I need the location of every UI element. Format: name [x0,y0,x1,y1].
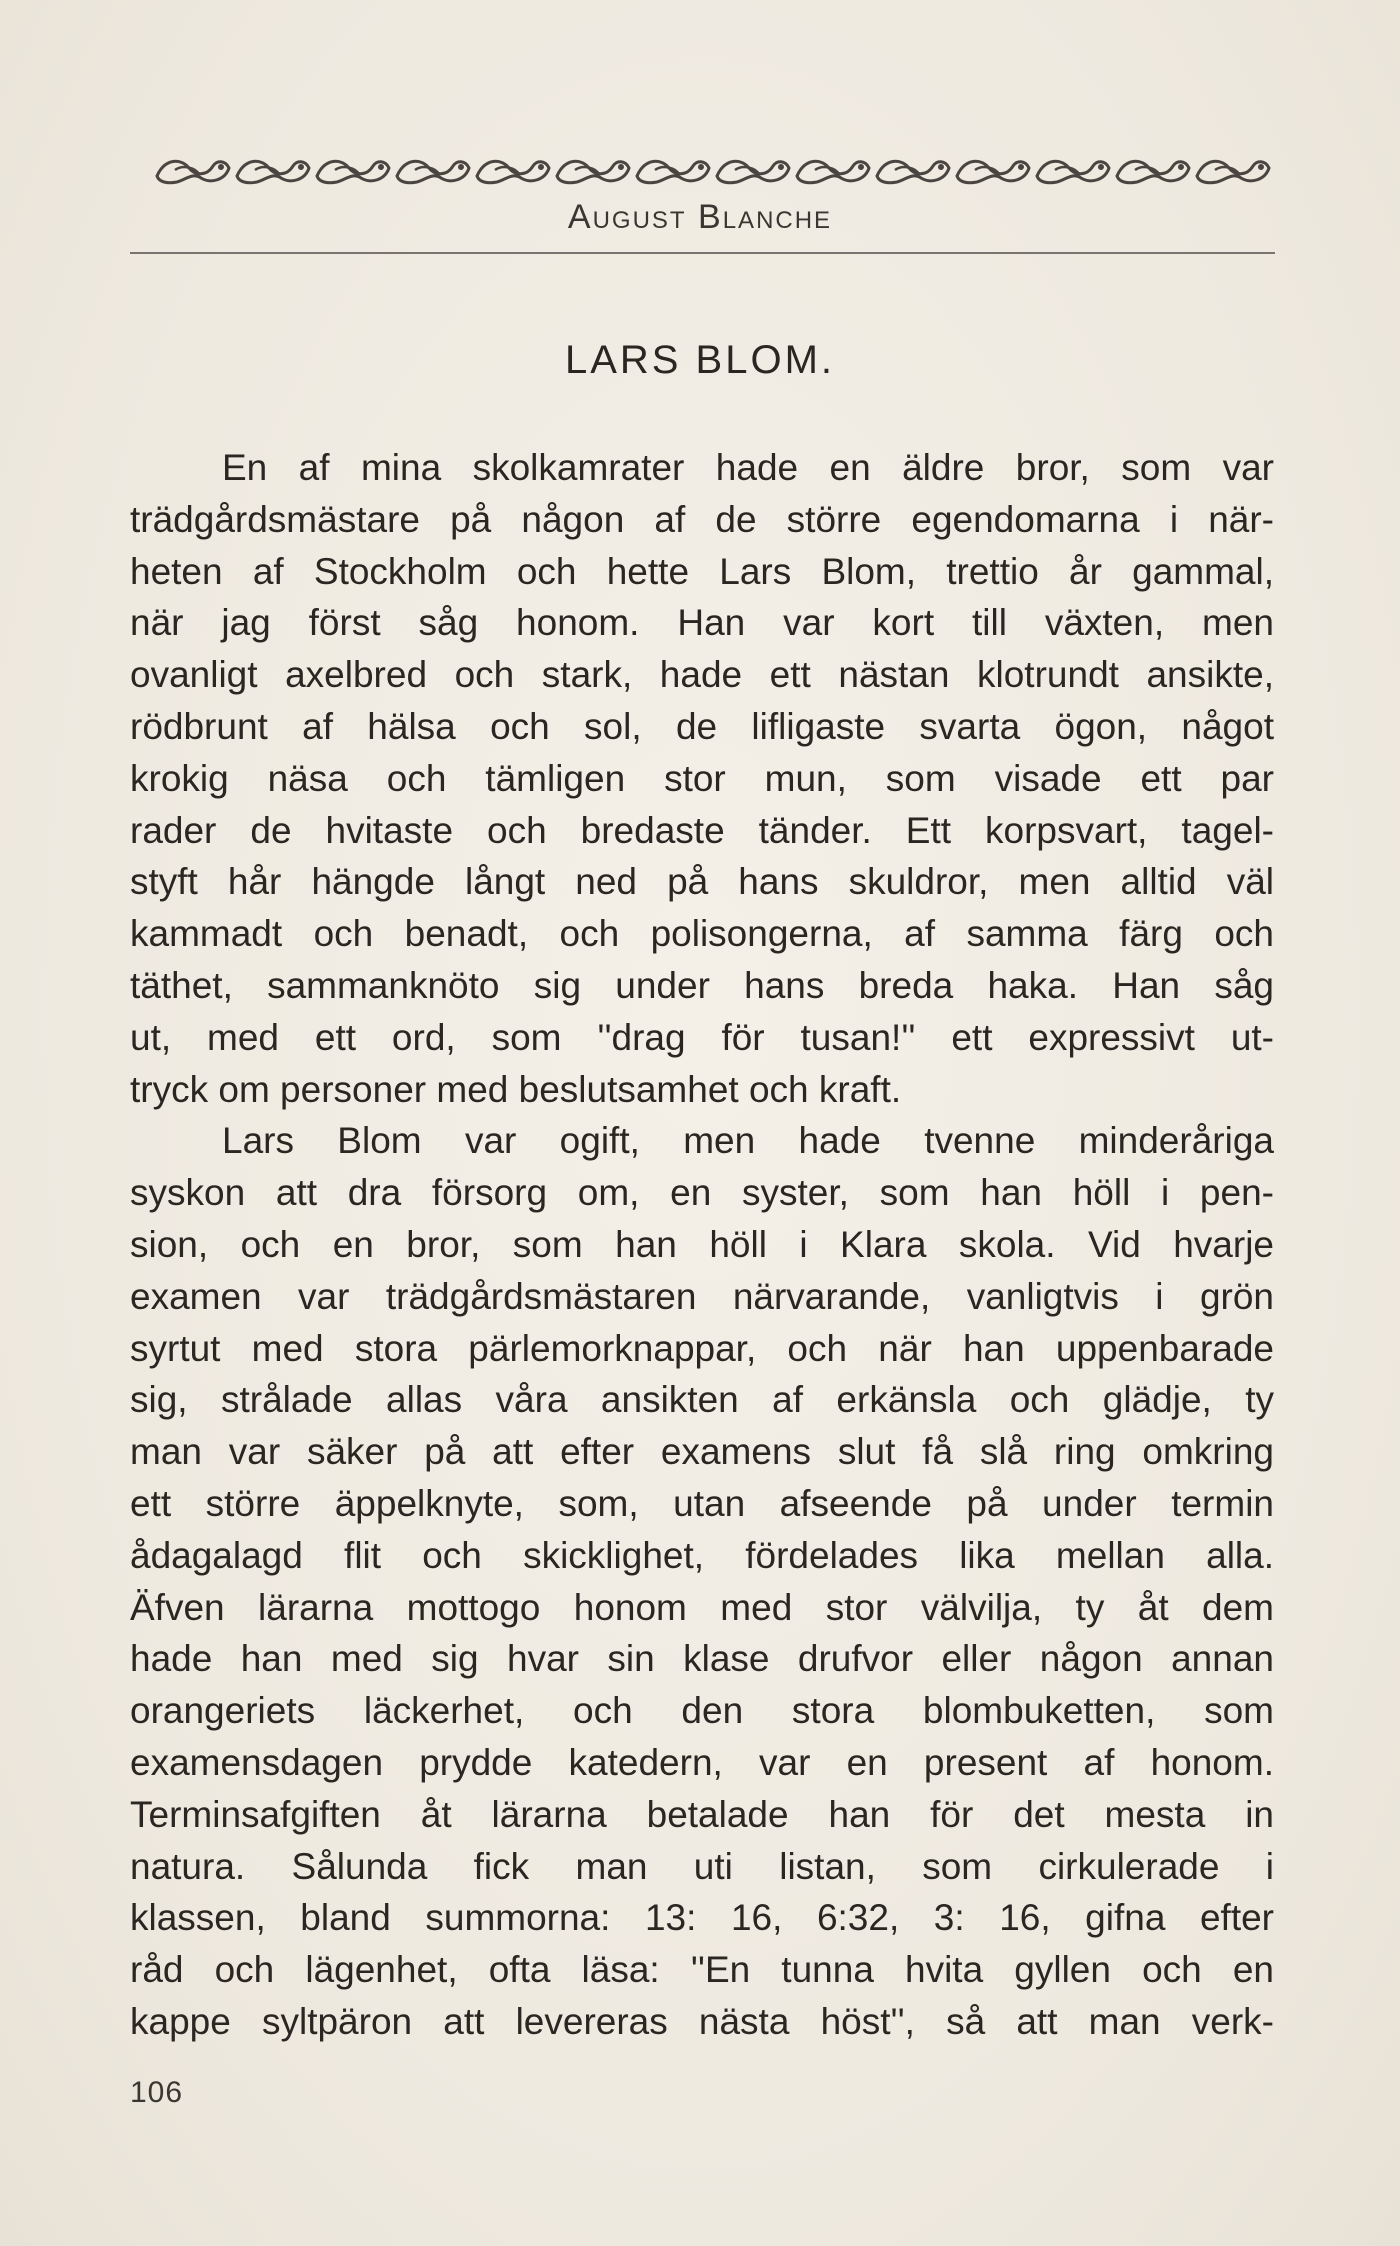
text-line: Terminsafgiften åt lärarna betalade han för det mesta in [130,1793,1274,1835]
text-line: täthet, sammanknöto sig under hans breda haka. Han såg [130,964,1274,1006]
text-line: hade han med sig hvar sin klase drufvor eller någon annan [130,1638,1274,1680]
text-line: heten af Stockholm och hette Lars Blom, trettio år gammal, [130,550,1274,592]
text-line: syrtut med stora pärlemorknappar, och när han uppenbarade [130,1327,1274,1369]
text-line: ett större äppelknyte, som, utan afseende på under termin [130,1482,1274,1524]
text-line: rader de hvitaste och bredaste tänder. Ett korpsvart, tagel- [130,809,1274,851]
text-line: ovanligt axelbred och stark, hade ett nästan klotrundt ansikte, [130,654,1274,696]
page-number: 106 [130,2076,184,2109]
text-line: natura. Sålunda fick man uti listan, som cirkulerade i [130,1845,1274,1887]
text-line: styft hår hängde långt ned på hans skuldror, men alltid väl [130,861,1274,903]
decorative-border-ornament [155,150,1275,190]
text-line: examen var trädgårdsmästaren närvarande, vanligtvis i grön [130,1275,1274,1317]
text-line: trädgårdsmästare på någon af de större egendomarna i när- [130,498,1274,540]
text-line: klassen, bland summorna: 13: 16, 6:32, 3: 16, gifna efter [130,1897,1274,1939]
text-line: när jag först såg honom. Han var kort till växten, men [130,602,1274,644]
text-line: rödbrunt af hälsa och sol, de lifligaste svarta ögon, något [130,705,1274,747]
text-line: ådagalagd flit och skicklighet, fördelades lika mellan alla. [130,1534,1274,1576]
text-line: Äfven lärarna mottogo honom med stor välvilja, ty åt dem [130,1586,1274,1628]
text-line: kappe syltpäron att levereras nästa höst'', så att man verk- [130,2000,1274,2042]
body-text [130,442,1274,2048]
text-line: tryck om personer med beslutsamhet och kraft. [130,1068,902,1110]
text-line: råd och lägenhet, ofta läsa: ''En tunna hvita gyllen och en [130,1949,1274,1991]
text-line: syskon att dra försorg om, en syster, som han höll i pen- [130,1172,1274,1214]
running-head: August Blanche [567,198,833,236]
text-line: examensdagen prydde katedern, var en present af honom. [130,1741,1274,1783]
text-line: orangeriets läckerhet, och den stora blombuketten, som [130,1690,1274,1732]
text-line: sig, strålade allas våra ansikten af erkänsla och glädje, ty [130,1379,1274,1421]
chapter-title: LARS BLOM. [564,338,836,382]
text-line: Lars Blom var ogift, men hade tvenne minderåriga [222,1120,1274,1162]
text-line: sion, och en bror, som han höll i Klara skola. Vid hvarje [130,1223,1274,1265]
text-line: krokig näsa och tämligen stor mun, som visade ett par [130,757,1274,799]
header-rule [130,252,1275,254]
text-line: En af mina skolkamrater hade en äldre bror, som var [222,447,1274,488]
text-line: kammadt och benadt, och polisongerna, af samma färg och [130,913,1274,955]
text-line: ut, med ett ord, som ''drag för tusan!'' ett expressivt ut- [130,1016,1274,1058]
text-line: man var säker på att efter examens slut få slå ring omkring [130,1431,1274,1473]
